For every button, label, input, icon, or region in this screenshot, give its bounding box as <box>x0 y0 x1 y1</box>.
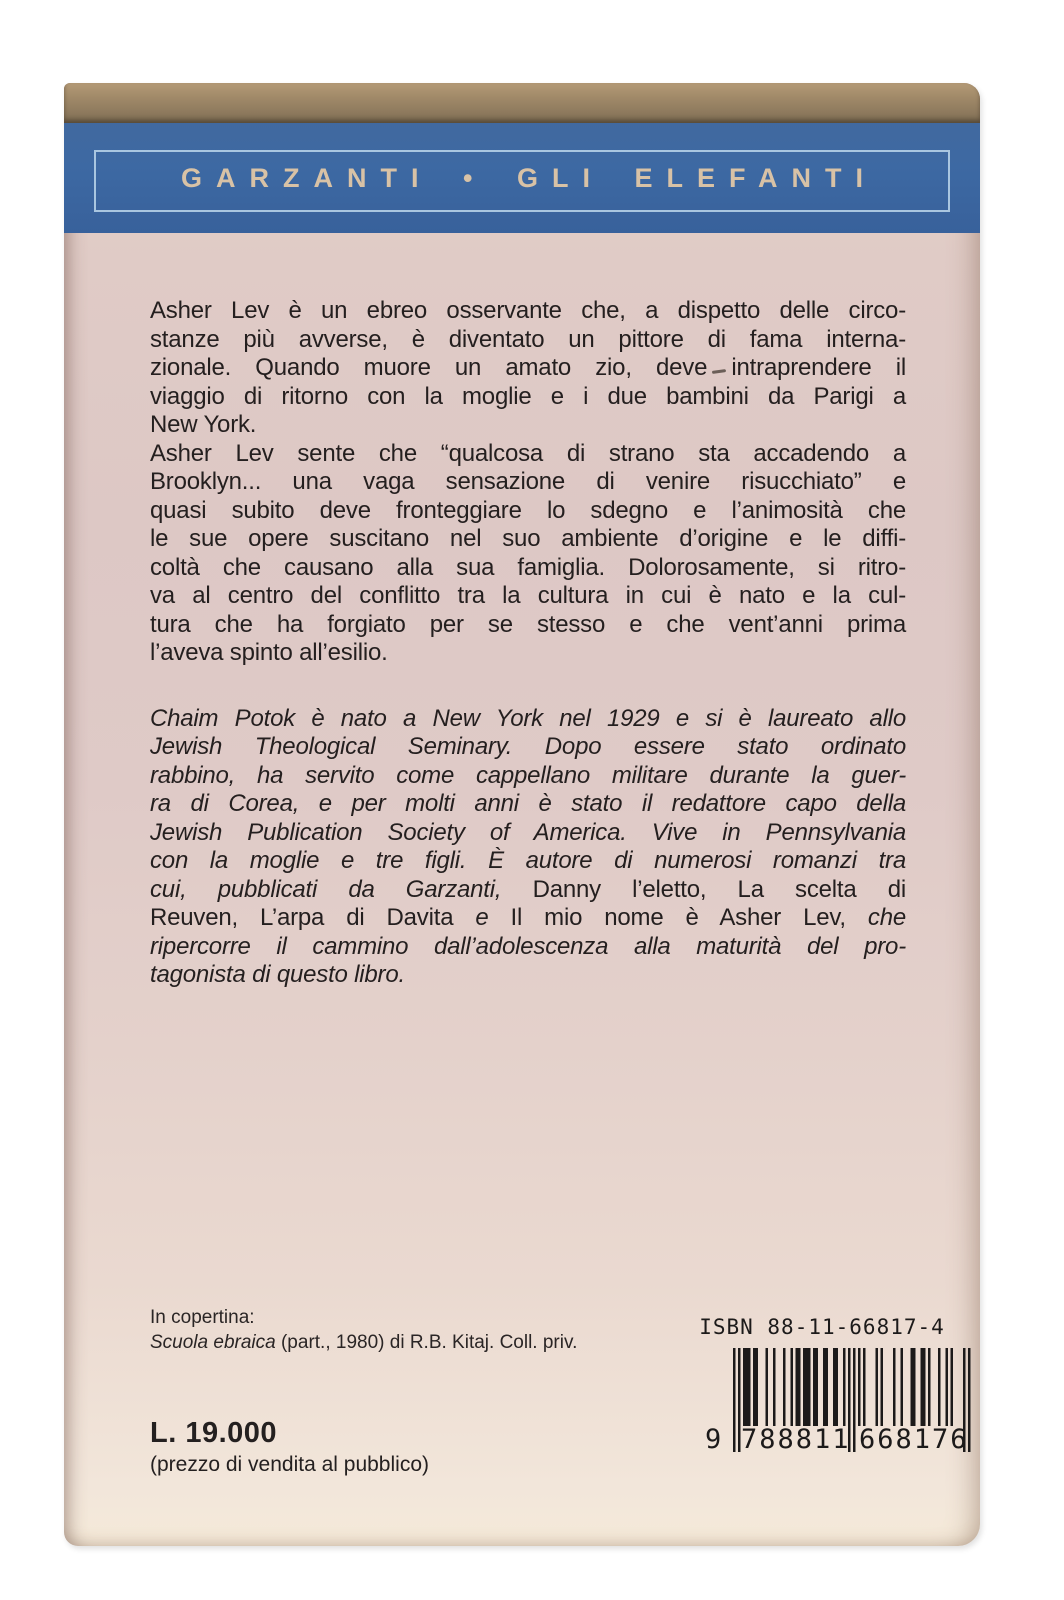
blurb-line: ra di Corea, e per molti anni è stato il redattore capo della <box>150 790 906 817</box>
blurb-line: New York. <box>150 411 257 438</box>
blurb-line: Reuven, L’arpa di Davita e Il mio nome è Asher Lev, che <box>150 904 906 931</box>
credit-line-2 <box>150 1330 650 1355</box>
price-amount: L. 19.000 <box>150 1417 278 1449</box>
blurb-line: viaggio di ritorno con la moglie e i due bambini da Parigi a <box>150 382 906 410</box>
blurb-line: Jewish Publication Society of America. Vive in Pennsylvania <box>150 818 906 846</box>
barcode-digits <box>705 1424 971 1456</box>
credit-line-1: In copertina: <box>150 1307 255 1328</box>
price-block <box>150 1417 429 1477</box>
blurb-line: tura che ha forgiato per se stesso e che vent’anni prima <box>150 610 906 638</box>
credit-artwork-details: (part., 1980) di R.B. Kitaj. Coll. priv. <box>275 1332 578 1353</box>
barcode-digits-right-group: 668176 <box>859 1424 969 1455</box>
book-top-page-edge <box>64 83 980 123</box>
blurb-line: zionale. Quando muore un amato zio, deve intraprendere il <box>150 354 906 381</box>
cover-credit <box>150 1305 650 1355</box>
blurb-line: Chaim Potok è nato a New York nel 1929 e si è laureato allo <box>150 704 906 732</box>
blurb-line: con la moglie e tre figli. È autore di numerosi romanzi tra <box>150 847 906 874</box>
blurb-line: Asher Lev è un ebreo osservante che, a dispetto delle circo- <box>150 297 906 324</box>
blurb-text <box>150 297 906 1027</box>
barcode-digit-lead: 9 <box>705 1424 722 1455</box>
blurb-line: Asher Lev sente che “qualcosa di strano sta accadendo a <box>150 439 906 467</box>
blurb-line: va al centro del conflitto tra la cultura in cui è nato e la cul- <box>150 582 906 609</box>
isbn-block <box>645 1315 975 1456</box>
price-note: (prezzo di vendita al pubblico) <box>150 1453 429 1476</box>
publisher-banner-text: GARZANTI • GLI ELEFANTI <box>181 162 877 193</box>
ean-barcode <box>705 1348 971 1456</box>
isbn-label: ISBN 88-11-66817-4 <box>699 1315 945 1339</box>
book-cover <box>64 83 980 1546</box>
credit-artwork-title: Scuola ebraica <box>150 1332 276 1353</box>
blurb-line: le sue opere suscitano nel suo ambiente d’origine e le diffi- <box>150 525 906 552</box>
blurb-line: rabbino, ha servito come cappellano militare durante la guer- <box>150 761 906 789</box>
blurb-line: tagonista di questo libro. <box>150 961 405 988</box>
blurb-line: stanze più avverse, è diventato un pittore di fama interna- <box>150 325 906 353</box>
blurb-line: coltà che causano alla sua famiglia. Dolorosamente, si ritro- <box>150 553 906 581</box>
blurb-line: cui, pubblicati da Garzanti, Danny l’eletto, La scelta di <box>150 875 906 903</box>
blurb-paragraph <box>150 705 906 990</box>
blurb-line: Brooklyn... una vaga sensazione di venire risucchiato” e <box>150 468 906 495</box>
publisher-banner <box>64 123 980 233</box>
blurb-line: Jewish Theological Seminary. Dopo essere stato ordinato <box>150 733 906 760</box>
blurb-line: quasi subito deve fronteggiare lo sdegno e l’animosità che <box>150 496 906 524</box>
blurb-line: l’aveva spinto all’esilio. <box>150 639 388 666</box>
blurb-paragraph <box>150 297 906 668</box>
blurb-line: ripercorre il cammino dall’adolescenza alla maturità del pro- <box>150 932 906 960</box>
barcode-digits-left-group: 788811 <box>741 1424 851 1455</box>
